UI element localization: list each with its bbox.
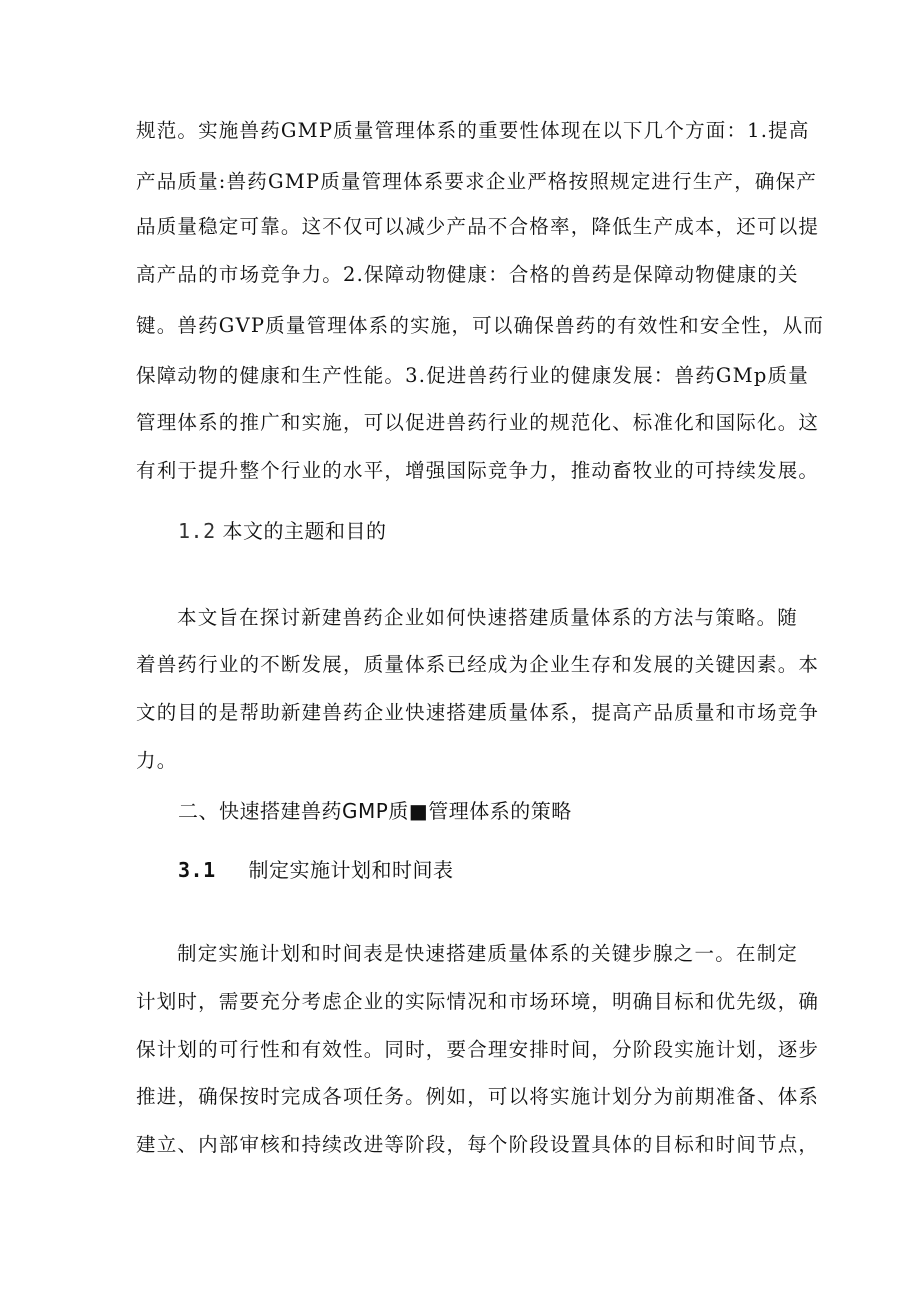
paragraph-line: 有利于提升整个行业的水平，增强国际竞争力，推动畜牧业的可持续发展。 [136, 459, 820, 482]
section-heading-2 [178, 797, 572, 825]
paragraph-line: 文的目的是帮助新建兽药企业快速搭建质量体系，提高产品质量和市场竞争 [136, 701, 820, 724]
heading-number: 3.1 [178, 858, 216, 882]
paragraph-line: 规范。实施兽药GMP质量管理体系的重要性体现在以下几个方面：1.提高 [136, 119, 810, 142]
paragraph-line: 品质量稳定可靠。这不仅可以减少产品不合格率，降低生产成本，还可以提 [136, 215, 820, 238]
paragraph-line: 制定实施计划和时间表是快速搭建质量体系的关键步腺之一。在制定 [177, 942, 799, 965]
paragraph-line: 键。兽药GVP质量管理体系的实施，可以确保兽药的有效性和安全性，从而 [136, 314, 825, 337]
section-heading-3-1 [178, 856, 453, 884]
section-heading-1-2 [178, 517, 386, 545]
heading-title: 制定实施计划和时间表 [248, 858, 454, 882]
heading-number: 1.2 [178, 519, 216, 543]
heading-title: 二、快速搭建兽药GMP质■管理体系的策略 [178, 799, 572, 823]
paragraph-line: 管理体系的推广和实施，可以促进兽药行业的规范化、标准化和国际化。这 [136, 411, 820, 434]
paragraph-line: 着兽药行业的不断发展，质量体系已经成为企业生存和发展的关键因素。本 [136, 653, 820, 676]
paragraph-line: 保障动物的健康和生产性能。3.促进兽药行业的健康发展：兽药GMp质量 [136, 364, 809, 387]
paragraph-line: 建立、内部审核和持续改进等阶段，每个阶段设置具体的目标和时间节点， [136, 1133, 820, 1156]
paragraph-line: 高产品的市场竞争力。2.保障动物健康：合格的兽药是保障动物健康的关 [136, 263, 799, 286]
paragraph-line: 产品质量:兽药GMP质量管理体系要求企业严格按照规定进行生产，确保产 [136, 170, 818, 193]
paragraph-line: 保计划的可行性和有效性。同时，要合理安排时间，分阶段实施计划，逐步 [136, 1038, 820, 1061]
heading-title: 本文的主题和目的 [222, 519, 387, 543]
paragraph-line: 本文旨在探讨新建兽药企业如何快速搭建质量体系的方法与策略。随 [177, 606, 799, 629]
paragraph-line: 力。 [136, 749, 178, 772]
paragraph-line: 推进，确保按时完成各项任务。例如，可以将实施计划分为前期准备、体系 [136, 1085, 820, 1108]
paragraph-line: 计划时，需要充分考虑企业的实际情况和市场环境，明确目标和优先级，确 [136, 990, 820, 1013]
